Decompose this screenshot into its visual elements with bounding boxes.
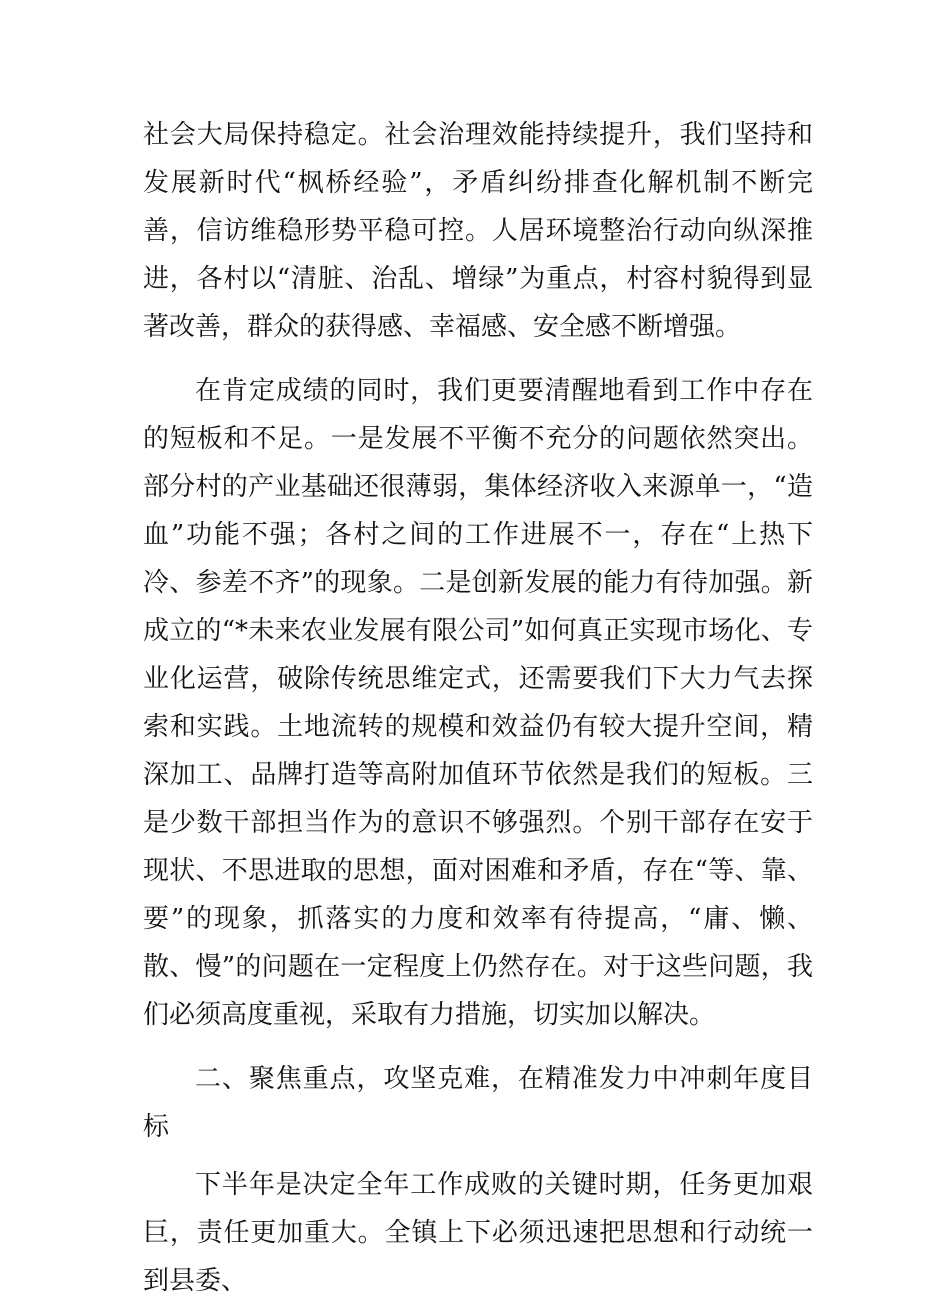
paragraph-shortcomings: 在肯定成绩的同时，我们更要清醒地看到工作中存在的短板和不足。一是发展不平衡不充分的问题依然突出。部分村的产业基础还很薄弱，集体经济收入来源单一，“造血”功能不强；各村之间的工作进展不一，存在“上热下冷、参差不齐”的现象。二是创新发展的能力有待加强。新成立的“*未来农业发展有限公司”如何真正实现市场化、专业化运营，破除传统思维定式，还需要我们下大力气去探索和实践。土地流转的规模和效益仍有较大提升空间，精深加工、品牌打造等高附加值环节依然是我们的短板。三是少数干部担当作为的意识不够强烈。个别干部存在安于现状、不思进取的思想，面对困难和矛盾，存在“等、靠、要”的现象，抓落实的力度和效率有待提高，“庸、懒、散、慢”的问题在一定程度上仍然存在。对于这些问题，我们必须高度重视，采取有力措施，切实加以解决。 [143, 376, 813, 1030]
paragraph-stability: 社会大局保持稳定。社会治理效能持续提升，我们坚持和发展新时代“枫桥经验”，矛盾纠纷排查化解机制不断完善，信访维稳形势平稳可控。人居环境整治行动向纵深推进，各村以“清脏、治乱、增绿”为重点，村容村貌得到显著改善，群众的获得感、幸福感、安全感不断增强。 [143, 120, 813, 342]
paragraph-second-half: 下半年是决定全年工作成败的关键时期，任务更加艰巨，责任更加重大。全镇上下必须迅速把思想和行动统一到县委、 [143, 1170, 813, 1296]
section-heading: 二、聚焦重点，攻坚克难，在精准发力中冲刺年度目标 [143, 1064, 813, 1142]
document-body [143, 111, 813, 1305]
